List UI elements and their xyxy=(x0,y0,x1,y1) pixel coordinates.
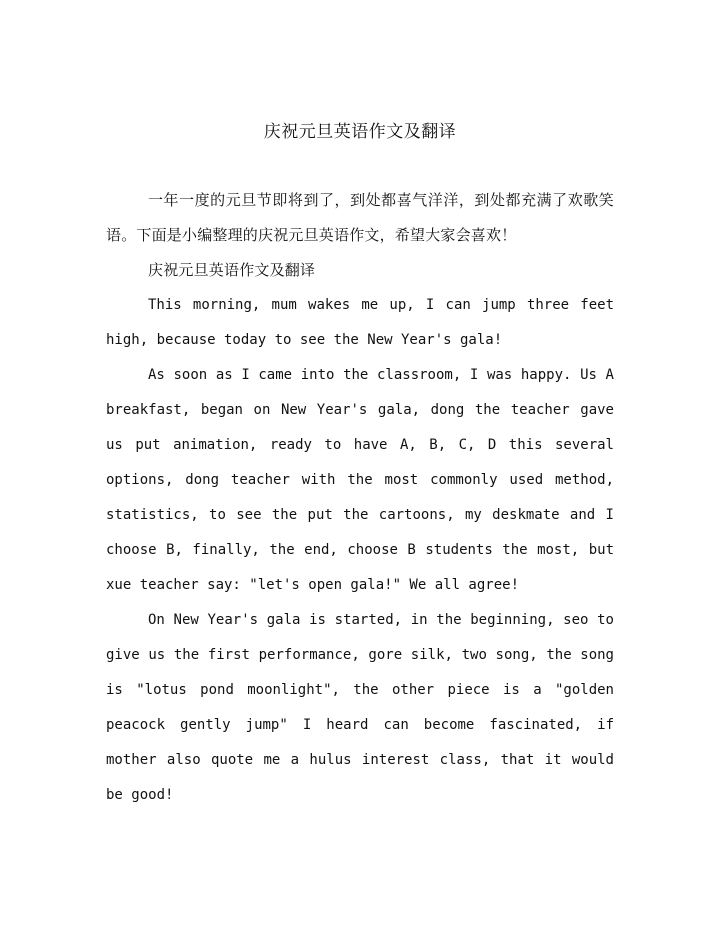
essay-paragraph-1: This morning, mum wakes me up, I can jump three feet high, because today to see the New Year's gala! xyxy=(106,297,614,348)
document-body xyxy=(106,183,614,813)
document-title: 庆祝元旦英语作文及翻译 xyxy=(263,122,457,142)
section-heading-paragraph: 庆祝元旦英语作文及翻译 xyxy=(148,261,316,279)
essay-paragraph-3: On New Year's gala is started, in the beginning, seo to give us the first performance, gore silk, two song, the song is "lotus pond moonlight", the other piece is a "golden peacock gently jump" I heard can become fascinated, if mother also quote me a hulus interest class, that it would be good! xyxy=(106,612,614,803)
essay-paragraph-2: As soon as I came into the classroom, I was happy. Us A breakfast, began on New Year's gala, dong the teacher gave us put animation, ready to have A, B, C, D this several options, dong teacher with the most commonly used method, statistics, to see the put the cartoons, my deskmate and I choose B, finally, the end, choose B students the most, but xue teacher say: "let's open gala!" We all agree! xyxy=(106,367,614,593)
intro-paragraph: 一年一度的元旦节即将到了，到处都喜气洋洋，到处都充满了欢歌笑语。下面是小编整理的庆祝元旦英语作文，希望大家会喜欢！ xyxy=(106,191,614,244)
